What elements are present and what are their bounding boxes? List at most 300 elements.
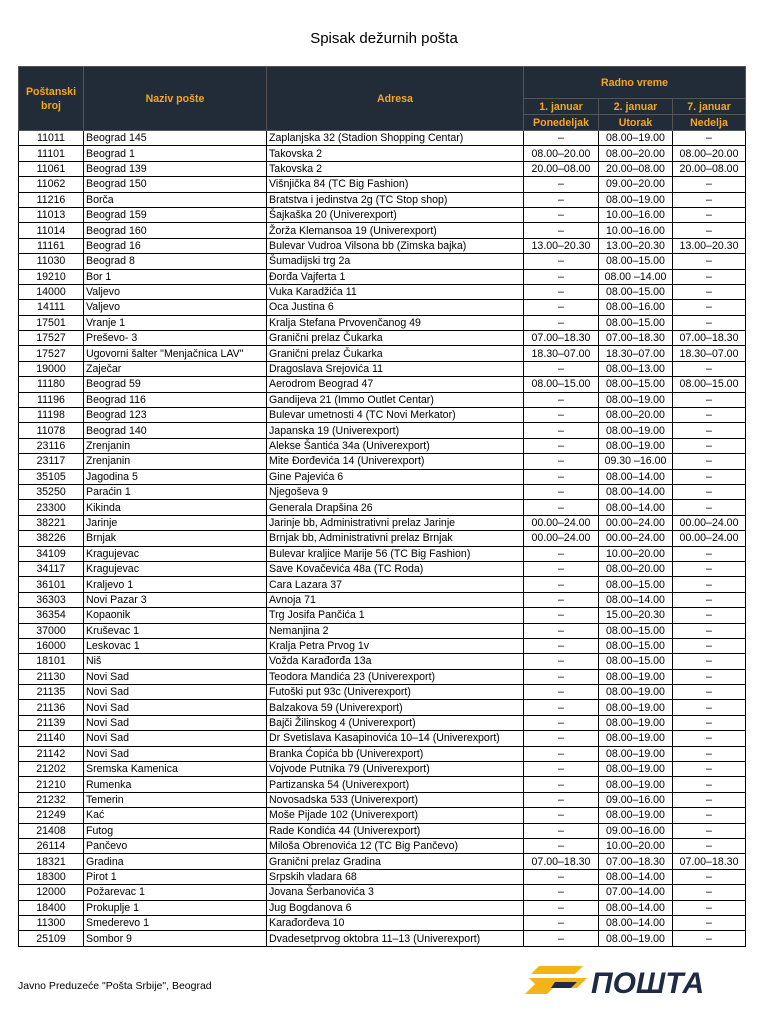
hours-jan7-cell: – — [673, 177, 746, 192]
table-row — [19, 469, 746, 484]
hours-jan2-cell: 08.00–19.00 — [599, 731, 673, 746]
hours-jan1-cell: – — [524, 838, 599, 853]
table-row — [19, 269, 746, 284]
hours-jan7-cell: – — [673, 900, 746, 915]
postal-code-cell: 11030 — [19, 254, 84, 269]
address-cell: Granični prelaz Gradina — [267, 854, 524, 869]
postal-code-cell: 11300 — [19, 915, 84, 930]
hours-jan1-cell: – — [524, 700, 599, 715]
hours-jan7-cell: 08.00–20.00 — [673, 146, 746, 161]
postal-code-cell: 11161 — [19, 238, 84, 253]
hours-jan1-cell: – — [524, 685, 599, 700]
address-cell: Moše Pijade 102 (Univerexport) — [267, 808, 524, 823]
header-day: Utorak — [599, 115, 673, 131]
hours-jan7-cell: – — [673, 131, 746, 146]
hours-jan7-cell: – — [673, 254, 746, 269]
address-cell: Mite Đorđevića 14 (Univerexport) — [267, 454, 524, 469]
hours-jan7-cell: – — [673, 561, 746, 576]
hours-jan2-cell: 08.00–19.00 — [599, 808, 673, 823]
hours-jan7-cell: – — [673, 869, 746, 884]
postal-code-cell: 26114 — [19, 838, 84, 853]
name-cell: Beograd 123 — [84, 408, 267, 423]
hours-jan7-cell: – — [673, 654, 746, 669]
address-cell: Brnjak bb, Administrativni prelaz Brnjak — [267, 531, 524, 546]
hours-jan2-cell: 08.00–14.00 — [599, 500, 673, 515]
table-row — [19, 392, 746, 407]
postal-code-cell: 35250 — [19, 484, 84, 499]
header-date: 2. januar — [599, 99, 673, 115]
hours-jan7-cell: – — [673, 777, 746, 792]
hours-jan2-cell: 00.00–24.00 — [599, 531, 673, 546]
hours-jan1-cell: – — [524, 931, 599, 946]
hours-jan2-cell: 09.00–20.00 — [599, 177, 673, 192]
name-cell: Kragujevac — [84, 546, 267, 561]
table-row — [19, 238, 746, 253]
address-cell: Balzakova 59 (Univerexport) — [267, 700, 524, 715]
hours-jan1-cell: – — [524, 546, 599, 561]
hours-jan1-cell: – — [524, 608, 599, 623]
postal-code-cell: 21202 — [19, 762, 84, 777]
address-cell: Gine Pajevića 6 — [267, 469, 524, 484]
hours-jan1-cell: – — [524, 315, 599, 330]
postal-code-cell: 21136 — [19, 700, 84, 715]
name-cell: Ugovorni šalter "Menjačnica LAV" — [84, 346, 267, 361]
name-cell: Gradina — [84, 854, 267, 869]
name-cell: Beograd 139 — [84, 161, 267, 176]
postal-code-cell: 21232 — [19, 792, 84, 807]
hours-jan1-cell: – — [524, 192, 599, 207]
table-row — [19, 561, 746, 576]
postal-code-cell: 34109 — [19, 546, 84, 561]
name-cell: Novi Sad — [84, 669, 267, 684]
hours-jan7-cell: – — [673, 731, 746, 746]
hours-jan1-cell: – — [524, 762, 599, 777]
header-date: 1. januar — [524, 99, 599, 115]
hours-jan7-cell: 13.00–20.30 — [673, 238, 746, 253]
name-cell: Valjevo — [84, 284, 267, 299]
address-cell: Zaplanjska 32 (Stadion Shopping Centar) — [267, 131, 524, 146]
table-row — [19, 346, 746, 361]
postal-code-cell: 21142 — [19, 746, 84, 761]
postal-code-cell: 18321 — [19, 854, 84, 869]
hours-jan1-cell: – — [524, 746, 599, 761]
hours-jan7-cell: – — [673, 361, 746, 376]
address-cell: Generala Drapšina 26 — [267, 500, 524, 515]
hours-jan2-cell: 08.00–19.00 — [599, 700, 673, 715]
table-row — [19, 131, 746, 146]
postal-code-cell: 21210 — [19, 777, 84, 792]
hours-jan1-cell: – — [524, 777, 599, 792]
page-title: Spisak dežurnih pošta — [310, 30, 458, 47]
table-row — [19, 931, 746, 946]
address-cell: Teodora Mandića 23 (Univerexport) — [267, 669, 524, 684]
name-cell: Beograd 145 — [84, 131, 267, 146]
hours-jan1-cell: – — [524, 669, 599, 684]
hours-jan1-cell: – — [524, 869, 599, 884]
name-cell: Valjevo — [84, 300, 267, 315]
postal-code-cell: 36303 — [19, 592, 84, 607]
postal-code-cell: 36354 — [19, 608, 84, 623]
postal-code-cell: 11180 — [19, 377, 84, 392]
hours-jan2-cell: 08.00–15.00 — [599, 638, 673, 653]
address-cell: Vožda Karađorđa 13a — [267, 654, 524, 669]
hours-jan1-cell: – — [524, 731, 599, 746]
address-cell: Dragoslava Srejovića 11 — [267, 361, 524, 376]
name-cell: Beograd 160 — [84, 223, 267, 238]
hours-jan2-cell: 08.00–14.00 — [599, 592, 673, 607]
postal-code-cell: 14000 — [19, 284, 84, 299]
hours-jan1-cell: – — [524, 592, 599, 607]
name-cell: Novi Sad — [84, 700, 267, 715]
name-cell: Kopaonik — [84, 608, 267, 623]
hours-jan1-cell: 20.00–08.00 — [524, 161, 599, 176]
hours-jan7-cell: – — [673, 438, 746, 453]
header-postal-code: Poštanski broj — [19, 67, 84, 131]
table-row — [19, 207, 746, 222]
table-row — [19, 500, 746, 515]
hours-jan7-cell: – — [673, 469, 746, 484]
hours-jan2-cell: 08.00–20.00 — [599, 408, 673, 423]
name-cell: Novi Sad — [84, 746, 267, 761]
hours-jan1-cell: – — [524, 269, 599, 284]
hours-jan7-cell: – — [673, 592, 746, 607]
table-row — [19, 531, 746, 546]
hours-jan1-cell: – — [524, 900, 599, 915]
table-row — [19, 177, 746, 192]
name-cell: Požarevac 1 — [84, 885, 267, 900]
hours-jan1-cell: – — [524, 885, 599, 900]
postal-code-cell: 38226 — [19, 531, 84, 546]
address-cell: Trg Josifa Pančića 1 — [267, 608, 524, 623]
hours-jan2-cell: 08.00–15.00 — [599, 315, 673, 330]
address-cell: Cara Lazara 37 — [267, 577, 524, 592]
address-cell: Takovska 2 — [267, 146, 524, 161]
address-cell: Jarinje bb, Administrativni prelaz Jarinje — [267, 515, 524, 530]
postal-code-cell: 11198 — [19, 408, 84, 423]
postal-code-cell: 19000 — [19, 361, 84, 376]
postal-code-cell: 38221 — [19, 515, 84, 530]
hours-jan7-cell: – — [673, 408, 746, 423]
hours-jan2-cell: 08.00–19.00 — [599, 685, 673, 700]
table-row — [19, 284, 746, 299]
hours-jan2-cell: 08.00–15.00 — [599, 623, 673, 638]
logo-wing-icon — [525, 966, 587, 994]
hours-jan2-cell: 08.00–15.00 — [599, 654, 673, 669]
address-cell: Novosadska 533 (Univerexport) — [267, 792, 524, 807]
header-date: 7. januar — [673, 99, 746, 115]
name-cell: Beograd 8 — [84, 254, 267, 269]
hours-jan2-cell: 07.00–14.00 — [599, 885, 673, 900]
hours-jan7-cell: 00.00–24.00 — [673, 531, 746, 546]
address-cell: Granični prelaz Čukarka — [267, 331, 524, 346]
table-row — [19, 762, 746, 777]
hours-jan7-cell: – — [673, 484, 746, 499]
hours-jan2-cell: 15.00–20.30 — [599, 608, 673, 623]
hours-jan7-cell: – — [673, 762, 746, 777]
hours-jan2-cell: 09.00–16.00 — [599, 823, 673, 838]
header-working-hours: Radno vreme — [524, 67, 746, 99]
hours-jan2-cell: 08.00–15.00 — [599, 254, 673, 269]
footer-text: Javno Preduzeće "Pošta Srbije", Beograd — [18, 980, 212, 992]
hours-jan1-cell: – — [524, 915, 599, 930]
hours-jan7-cell: – — [673, 746, 746, 761]
hours-jan7-cell: – — [673, 192, 746, 207]
address-cell: Vojvode Putnika 79 (Univerexport) — [267, 762, 524, 777]
postal-code-cell: 21139 — [19, 715, 84, 730]
hours-jan2-cell: 08.00–19.00 — [599, 438, 673, 453]
address-cell: Višnjička 84 (TC Big Fashion) — [267, 177, 524, 192]
hours-jan1-cell: – — [524, 131, 599, 146]
hours-jan1-cell: – — [524, 207, 599, 222]
postal-code-cell: 11078 — [19, 423, 84, 438]
address-cell: Šajkaška 20 (Univerexport) — [267, 207, 524, 222]
hours-jan2-cell: 08.00–13.00 — [599, 361, 673, 376]
name-cell: Rumenka — [84, 777, 267, 792]
postal-code-cell: 11014 — [19, 223, 84, 238]
table-row — [19, 146, 746, 161]
hours-jan2-cell: 08.00–16.00 — [599, 300, 673, 315]
address-cell: Granični prelaz Čukarka — [267, 346, 524, 361]
table-row — [19, 484, 746, 499]
header-name: Naziv pošte — [84, 67, 267, 131]
table-row — [19, 254, 746, 269]
table-row — [19, 654, 746, 669]
name-cell: Beograd 59 — [84, 377, 267, 392]
hours-jan1-cell: – — [524, 484, 599, 499]
address-cell: Gandijeva 21 (Immo Outlet Centar) — [267, 392, 524, 407]
hours-jan1-cell: – — [524, 223, 599, 238]
hours-jan2-cell: 08.00–14.00 — [599, 469, 673, 484]
postal-code-cell: 18400 — [19, 900, 84, 915]
table-body — [19, 131, 746, 947]
postal-code-cell: 25109 — [19, 931, 84, 946]
hours-jan2-cell: 08.00–14.00 — [599, 915, 673, 930]
hours-jan2-cell: 07.00–18.30 — [599, 331, 673, 346]
postal-code-cell: 16000 — [19, 638, 84, 653]
hours-jan7-cell: – — [673, 638, 746, 653]
hours-jan1-cell: – — [524, 823, 599, 838]
hours-jan2-cell: 08.00–19.00 — [599, 931, 673, 946]
hours-jan1-cell: – — [524, 715, 599, 730]
table-row — [19, 900, 746, 915]
name-cell: Sombor 9 — [84, 931, 267, 946]
hours-jan2-cell: 07.00–18.30 — [599, 854, 673, 869]
hours-jan1-cell: – — [524, 469, 599, 484]
hours-jan1-cell: 08.00–20.00 — [524, 146, 599, 161]
postal-code-cell: 11216 — [19, 192, 84, 207]
hours-jan2-cell: 08.00–19.00 — [599, 762, 673, 777]
hours-jan1-cell: – — [524, 454, 599, 469]
hours-jan2-cell: 13.00–20.30 — [599, 238, 673, 253]
table-row — [19, 885, 746, 900]
table-row — [19, 700, 746, 715]
name-cell: Beograd 140 — [84, 423, 267, 438]
hours-jan7-cell: 07.00–18.30 — [673, 331, 746, 346]
name-cell: Preševo- 3 — [84, 331, 267, 346]
table-row — [19, 623, 746, 638]
address-cell: Oca Justina 6 — [267, 300, 524, 315]
name-cell: Paraćin 1 — [84, 484, 267, 499]
hours-jan1-cell: – — [524, 561, 599, 576]
hours-jan7-cell: – — [673, 700, 746, 715]
table-row — [19, 423, 746, 438]
address-cell: Save Kovačevića 48a (TC Roda) — [267, 561, 524, 576]
post-office-table — [18, 66, 746, 947]
address-cell: Vuka Karadžića 11 — [267, 284, 524, 299]
hours-jan7-cell: – — [673, 500, 746, 515]
table-row — [19, 838, 746, 853]
name-cell: Zaječar — [84, 361, 267, 376]
postal-code-cell: 11011 — [19, 131, 84, 146]
table-row — [19, 408, 746, 423]
address-cell: Kralja Petra Prvog 1v — [267, 638, 524, 653]
postal-code-cell: 36101 — [19, 577, 84, 592]
hours-jan1-cell: 00.00–24.00 — [524, 531, 599, 546]
name-cell: Borča — [84, 192, 267, 207]
name-cell: Pančevo — [84, 838, 267, 853]
hours-jan2-cell: 08.00–19.00 — [599, 777, 673, 792]
postal-code-cell: 11013 — [19, 207, 84, 222]
table-row — [19, 300, 746, 315]
hours-jan7-cell: – — [673, 838, 746, 853]
hours-jan2-cell: 08.00–19.00 — [599, 669, 673, 684]
address-cell: Bajči Žilinskog 4 (Univerexport) — [267, 715, 524, 730]
address-cell: Bratstva i jedinstva 2g (TC Stop shop) — [267, 192, 524, 207]
name-cell: Niš — [84, 654, 267, 669]
table-row — [19, 638, 746, 653]
postal-code-cell: 14111 — [19, 300, 84, 315]
hours-jan7-cell: 18.30–07.00 — [673, 346, 746, 361]
hours-jan1-cell: – — [524, 254, 599, 269]
address-cell: Takovska 2 — [267, 161, 524, 176]
hours-jan7-cell: – — [673, 546, 746, 561]
table-row — [19, 592, 746, 607]
hours-jan7-cell: – — [673, 454, 746, 469]
hours-jan2-cell: 10.00–16.00 — [599, 223, 673, 238]
hours-jan1-cell: – — [524, 361, 599, 376]
table-row — [19, 546, 746, 561]
name-cell: Jarinje — [84, 515, 267, 530]
hours-jan2-cell: 08.00–14.00 — [599, 900, 673, 915]
name-cell: Sremska Kamenica — [84, 762, 267, 777]
table-row — [19, 438, 746, 453]
name-cell: Beograd 159 — [84, 207, 267, 222]
hours-jan7-cell: – — [673, 885, 746, 900]
table-row — [19, 515, 746, 530]
name-cell: Novi Sad — [84, 731, 267, 746]
name-cell: Prokuplje 1 — [84, 900, 267, 915]
hours-jan1-cell: – — [524, 792, 599, 807]
address-cell: Bulevar umetnosti 4 (TC Novi Merkator) — [267, 408, 524, 423]
hours-jan7-cell: 07.00–18.30 — [673, 854, 746, 869]
name-cell: Kać — [84, 808, 267, 823]
table-row — [19, 192, 746, 207]
address-cell: Karađorđeva 10 — [267, 915, 524, 930]
hours-jan2-cell: 18.30–07.00 — [599, 346, 673, 361]
hours-jan2-cell: 08.00–19.00 — [599, 423, 673, 438]
hours-jan2-cell: 08.00–19.00 — [599, 192, 673, 207]
table-row — [19, 223, 746, 238]
table-row — [19, 454, 746, 469]
hours-jan7-cell: – — [673, 269, 746, 284]
hours-jan2-cell: 10.00–20.00 — [599, 546, 673, 561]
hours-jan2-cell: 09.00–16.00 — [599, 792, 673, 807]
hours-jan7-cell: – — [673, 223, 746, 238]
name-cell: Novi Pazar 3 — [84, 592, 267, 607]
hours-jan1-cell: – — [524, 654, 599, 669]
hours-jan7-cell: 00.00–24.00 — [673, 515, 746, 530]
address-cell: Aerodrom Beograd 47 — [267, 377, 524, 392]
name-cell: Novi Sad — [84, 715, 267, 730]
hours-jan1-cell: – — [524, 177, 599, 192]
posta-logo — [525, 960, 750, 1000]
name-cell: Futog — [84, 823, 267, 838]
name-cell: Beograd 1 — [84, 146, 267, 161]
hours-jan1-cell: – — [524, 500, 599, 515]
name-cell: Pirot 1 — [84, 869, 267, 884]
header-day: Nedelja — [673, 115, 746, 131]
table-row — [19, 669, 746, 684]
hours-jan7-cell: – — [673, 423, 746, 438]
table-row — [19, 854, 746, 869]
header-address: Adresa — [267, 67, 524, 131]
hours-jan1-cell: 08.00–15.00 — [524, 377, 599, 392]
name-cell: Leskovac 1 — [84, 638, 267, 653]
hours-jan7-cell: – — [673, 915, 746, 930]
hours-jan1-cell: – — [524, 300, 599, 315]
hours-jan7-cell: – — [673, 685, 746, 700]
table-row — [19, 315, 746, 330]
address-cell: Jovana Šerbanovića 3 — [267, 885, 524, 900]
postal-code-cell: 21408 — [19, 823, 84, 838]
hours-jan7-cell: – — [673, 823, 746, 838]
address-cell: Avnoja 71 — [267, 592, 524, 607]
address-cell: Kralja Stefana Prvovenčanog 49 — [267, 315, 524, 330]
address-cell: Njegoševa 9 — [267, 484, 524, 499]
hours-jan1-cell: – — [524, 808, 599, 823]
hours-jan2-cell: 08.00–19.00 — [599, 746, 673, 761]
table-row — [19, 377, 746, 392]
hours-jan2-cell: 08.00–19.00 — [599, 392, 673, 407]
name-cell: Novi Sad — [84, 685, 267, 700]
postal-code-cell: 21249 — [19, 808, 84, 823]
table-row — [19, 731, 746, 746]
name-cell: Vranje 1 — [84, 315, 267, 330]
hours-jan2-cell: 08.00–15.00 — [599, 577, 673, 592]
postal-code-cell: 35105 — [19, 469, 84, 484]
hours-jan1-cell: – — [524, 408, 599, 423]
hours-jan7-cell: – — [673, 808, 746, 823]
hours-jan1-cell: 07.00–18.30 — [524, 854, 599, 869]
address-cell: Bulevar Vudroa Vilsona bb (Zimska bajka) — [267, 238, 524, 253]
hours-jan2-cell: 08.00–20.00 — [599, 561, 673, 576]
hours-jan7-cell: – — [673, 300, 746, 315]
postal-code-cell: 12000 — [19, 885, 84, 900]
postal-code-cell: 11196 — [19, 392, 84, 407]
address-cell: Jug Bogdanova 6 — [267, 900, 524, 915]
postal-code-cell: 21140 — [19, 731, 84, 746]
address-cell: Nemanjina 2 — [267, 623, 524, 638]
hours-jan2-cell: 08.00–14.00 — [599, 869, 673, 884]
table-row — [19, 685, 746, 700]
hours-jan2-cell: 08.00–15.00 — [599, 284, 673, 299]
hours-jan1-cell: 13.00–20.30 — [524, 238, 599, 253]
hours-jan1-cell: – — [524, 392, 599, 407]
hours-jan2-cell: 00.00–24.00 — [599, 515, 673, 530]
postal-code-cell: 21135 — [19, 685, 84, 700]
postal-code-cell: 18300 — [19, 869, 84, 884]
postal-code-cell: 11101 — [19, 146, 84, 161]
